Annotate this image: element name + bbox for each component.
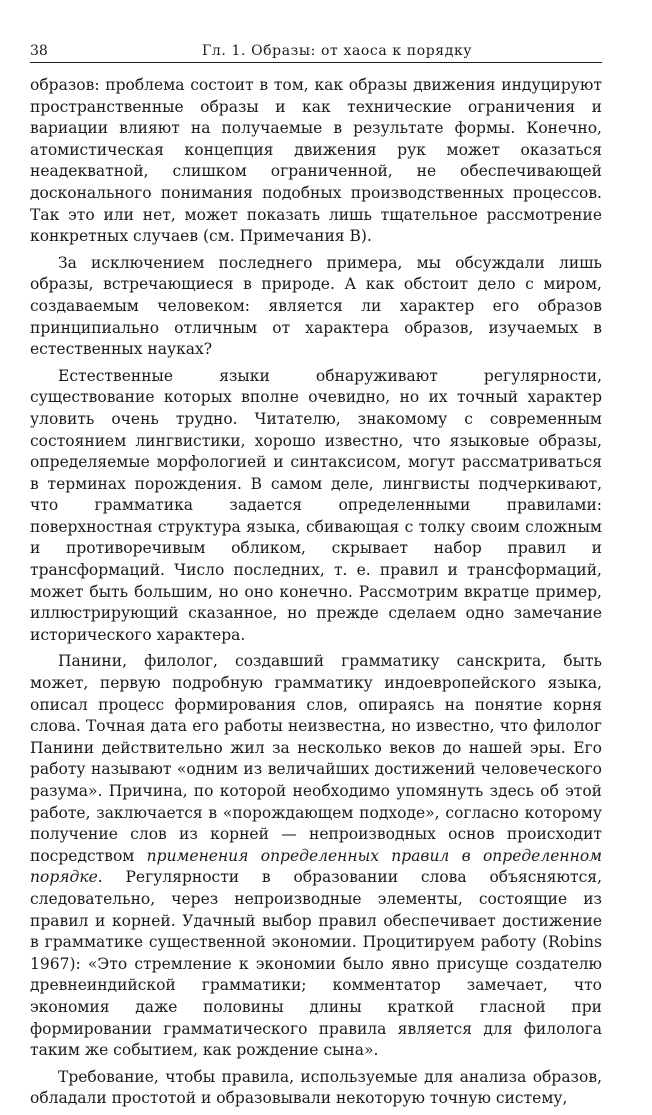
emphasized-phrase: применения определенных правил в определенном порядке bbox=[30, 846, 603, 887]
panini-text-before: Панини, филолог, создавший грамматику санскрита, быть может, первую подробную грамматику индоевропейского языка, описал процесс формирования слов, опираясь на понятие корня слова. Точная дата его работы неизвестна, но известно, что филолог Панини действительно жил за несколько веков до нашей эры. Его работу называют «одним из величайших достижений человеческого разума». Причина, по которой необходимо упомянуть здесь об этой работе, заключается в «порождающем подходе», согласно которому получение слов из корней — непроизводных основ происходит посредством bbox=[30, 652, 602, 865]
paragraph-continued: образов: проблема состоит в том, как образы движения индуцируют пространственные образы и как технические ограничения и вариации влияют на получаемые в результате формы. Конечно, атомистическая концепция движения рук может оказаться неадекватной, слишком ограниченной, не обеспечивающей досконального понимания подобных производственных процессов. Так это или нет, может показать лишь тщательное рассмотрение конкретных случаев (см. Примечания В). bbox=[30, 76, 602, 246]
body-text bbox=[30, 75, 602, 1110]
paragraph-panini bbox=[30, 651, 602, 1061]
paragraph-natural-languages: Естественные языки обнаруживают регулярности, существование которых вполне очевидно, но их точный характер уловить очень трудно. Читателю, знакомому с современным состоянием лингвистики, хорошо известно, что языковые образы, определяемые морфологией и синтаксисом, могут рассматриваться в терминах порождения. В самом деле, лингвисты подчеркивают, что грамматика задается определенными правилами: поверхностная структура языка, сбивающая с толку своим сложным и противоречивым обликом, скрывает набор правил и трансформаций. Число последних, т. е. правил и трансформаций, может быть большим, но оно конечно. Рассмотрим вкратце пример, иллюстрирующий сказанное, но прежде сделаем одно замечание исторического характера. bbox=[30, 366, 602, 644]
book-page bbox=[30, 40, 602, 1115]
paragraph-rules-requirement: Требование, чтобы правила, используемые для анализа образов, обладали простотой и образовывали некоторую точную систему, bbox=[30, 1067, 602, 1108]
running-head bbox=[30, 40, 602, 63]
panini-text-after: . Регулярности в образовании слова объясняются, следовательно, через непроизводные элементы, состоящие из правил и корней. Удачный выбор правил обеспечивает достижение в грамматике существенной экономии. Процитируем работу (Robins 1967): «Это стремление к экономии было явно присуще создателю древнеиндийской грамматики; комментатор замечает, что экономия даже половины длины краткой гласной при формировании грамматического правила является для филолога таким же событием, как рождение сына». bbox=[30, 868, 602, 1060]
paragraph-man-made-patterns: За исключением последнего примера, мы обсуждали лишь образы, встречающиеся в природе. А как обстоит дело с миром, создаваемым человеком: является ли характер его образов принципиально отличным от характера образов, изучаемых в естественных науках? bbox=[30, 253, 602, 359]
chapter-title: Гл. 1. Образы: от хаоса к порядку bbox=[202, 43, 473, 59]
page-number: 38 bbox=[30, 43, 48, 59]
